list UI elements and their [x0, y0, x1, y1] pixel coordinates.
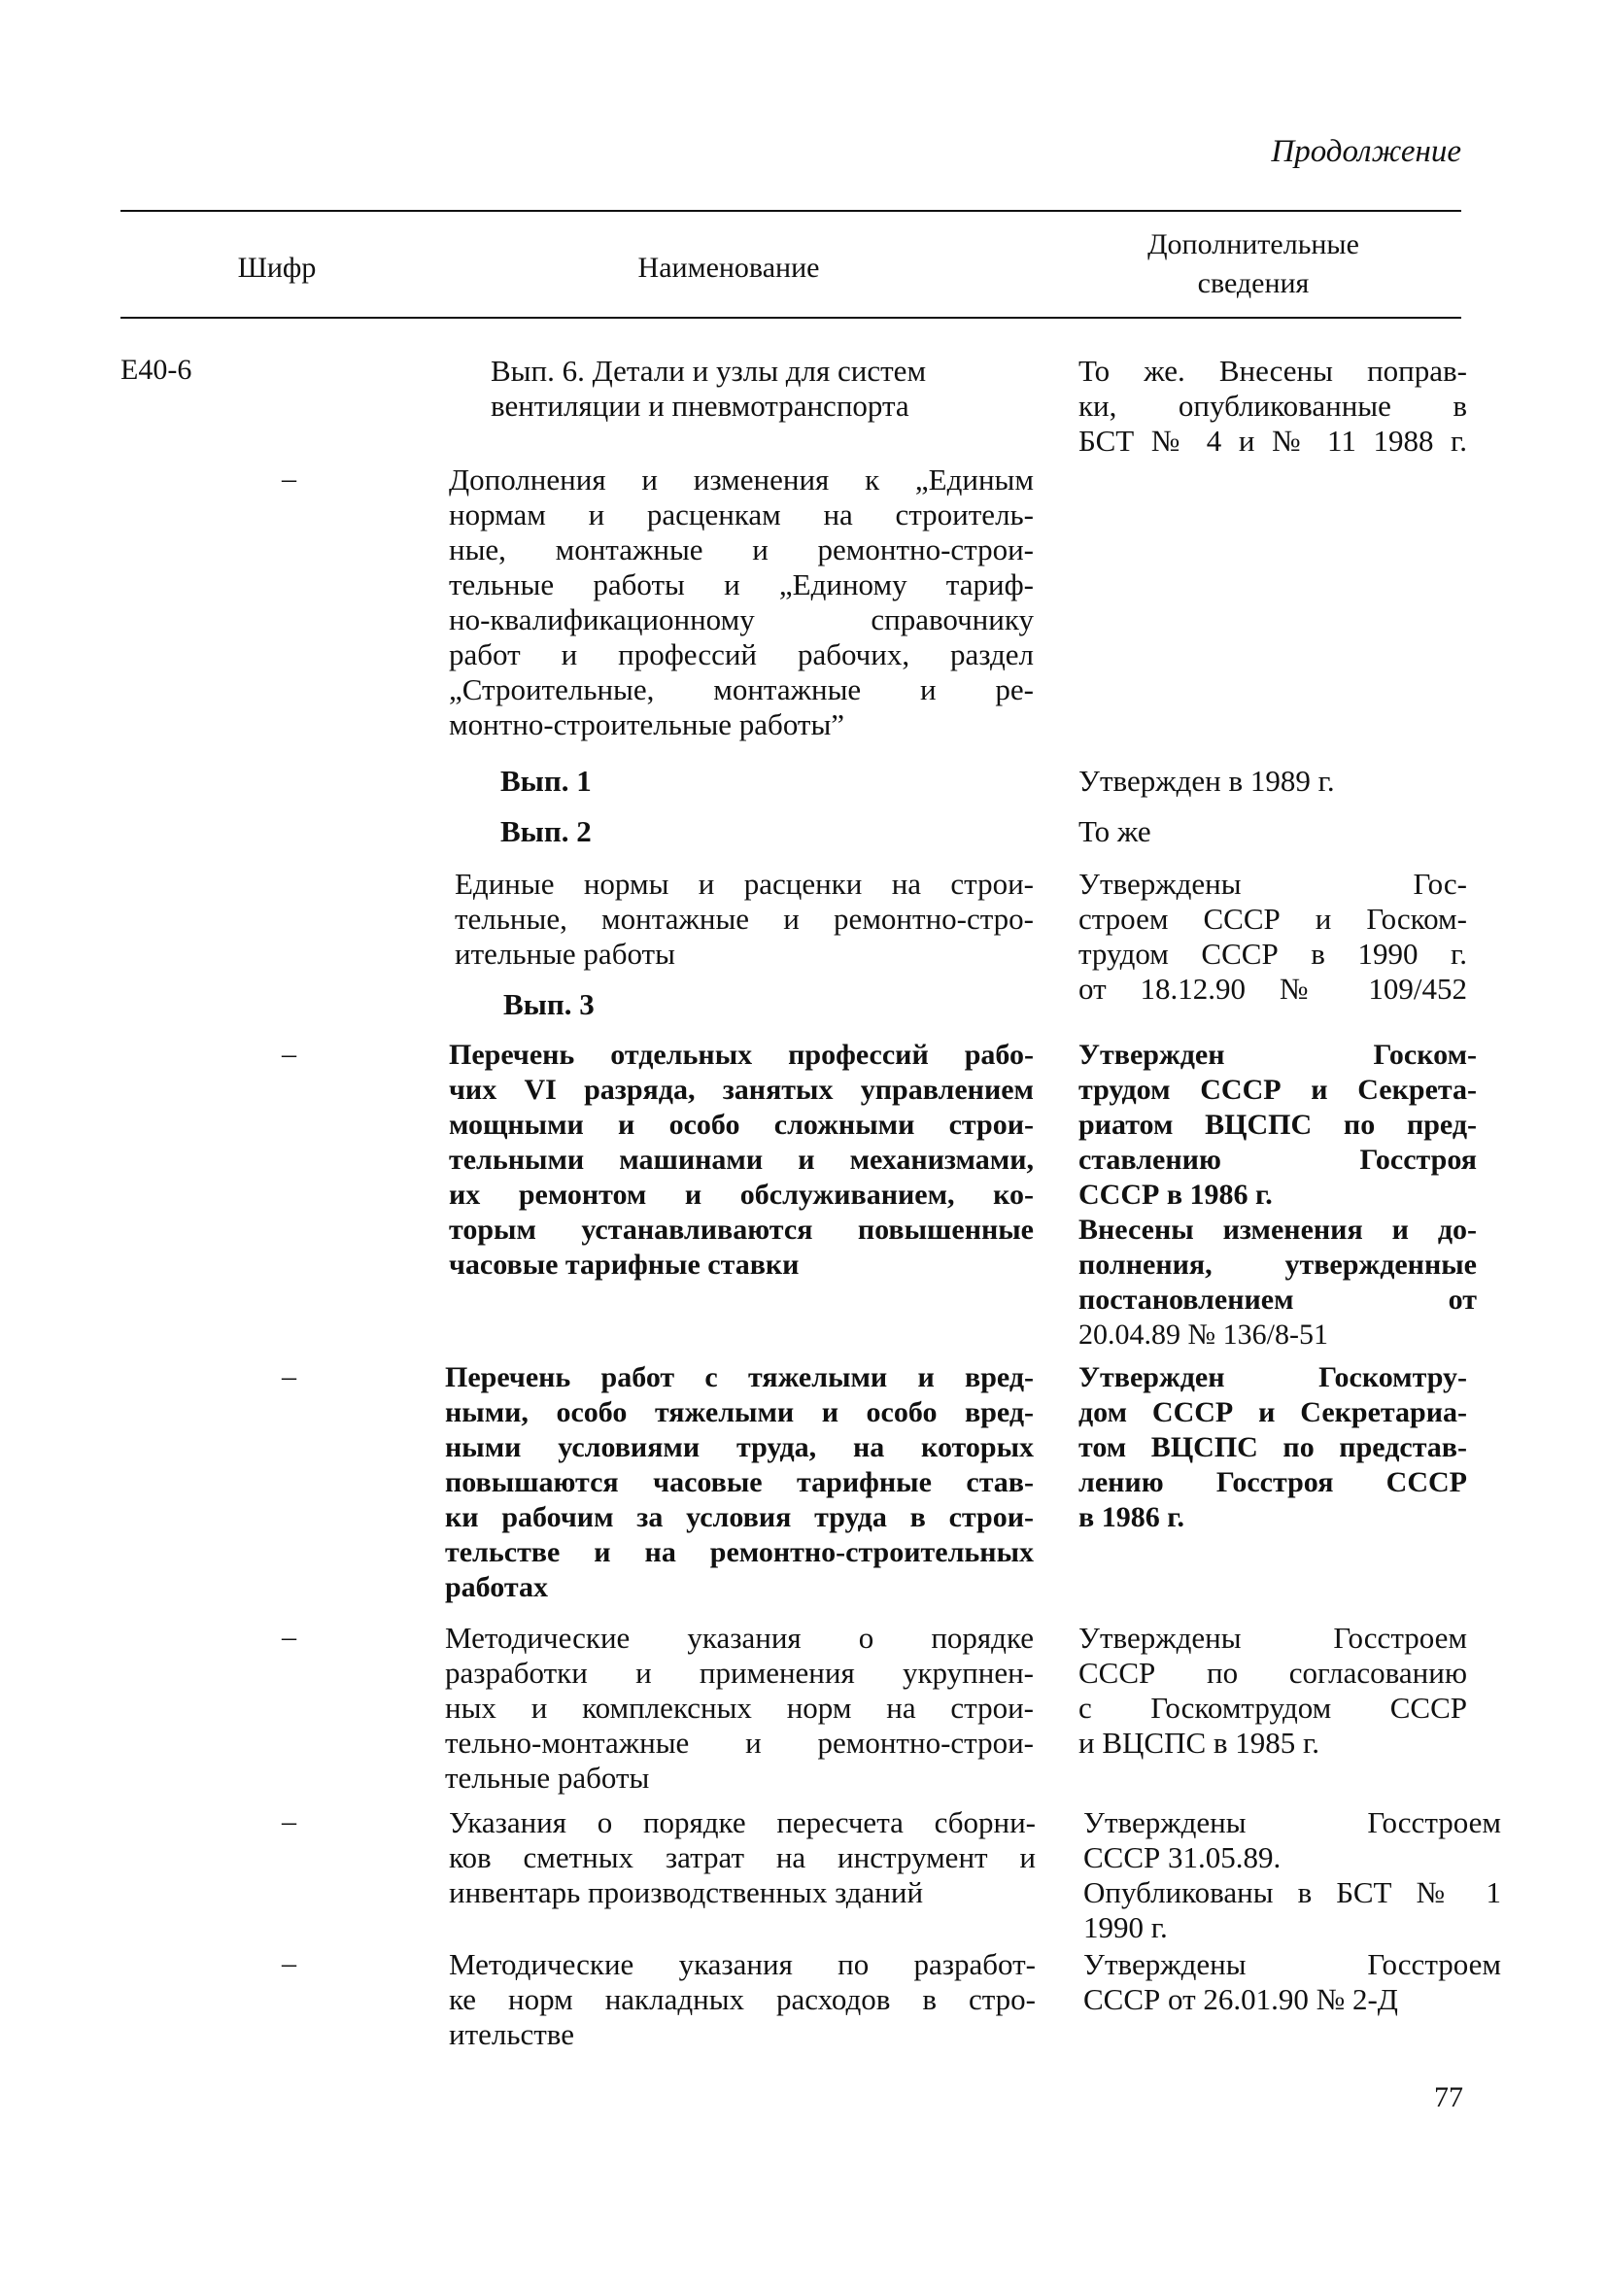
row-dash: – [282, 1947, 296, 1979]
info-line: риатом ВЦСПС по пред- [1078, 1109, 1477, 1141]
info-line: Утверждены Госстроем [1083, 1947, 1501, 1981]
row-name [449, 1947, 1036, 2052]
issue-label: Вып. 2 [500, 814, 592, 848]
info-line: Утверждены Госстроем [1078, 1621, 1467, 1655]
name-line: тельстве и на ремонтно-строительных [445, 1536, 1034, 1568]
row-dash: – [282, 1805, 296, 1837]
name-line: Указания о порядке пересчета сборни- [449, 1805, 1036, 1839]
name-line: ных и комплексных норм на строи- [445, 1691, 1034, 1725]
info-line: Утвержден Госком- [1078, 1039, 1477, 1071]
name-line: мощными и особо сложными строи- [449, 1109, 1034, 1141]
header-top-rule [120, 210, 1461, 212]
name-line: тельные, монтажные и ремонтно-стро- [455, 902, 1034, 936]
row-name [455, 867, 1034, 972]
info-line: том ВЦСПС по представ- [1078, 1431, 1467, 1463]
name-line: Дополнения и изменения к „Единым [449, 463, 1034, 497]
info-line: 20.04.89 № 136/8-51 [1078, 1319, 1328, 1351]
name-line: ке норм накладных расходов в стро- [449, 1982, 1036, 2016]
info-line: Внесены изменения и до- [1078, 1214, 1477, 1246]
column-header-info [1069, 225, 1438, 303]
info-line: СССР по согласованию [1078, 1656, 1467, 1690]
info-line: Утверждены Госстроем [1083, 1805, 1501, 1839]
column-header-info-line2: сведения [1197, 267, 1310, 299]
name-line: их ремонтом и обслуживанием, ко- [449, 1179, 1034, 1211]
info-line: постановлением от [1078, 1284, 1477, 1316]
info-line: 1990 г. [1083, 1910, 1168, 1944]
info-line: СССР 31.05.89. [1083, 1840, 1282, 1874]
name-line: ными, особо тяжелыми и особо вред- [445, 1396, 1034, 1428]
name-line: вентиляции и пневмотранспорта [491, 389, 909, 423]
header-bottom-rule [120, 317, 1461, 319]
info-line: СССР от 26.01.90 № 2-Д [1083, 1982, 1398, 2016]
row-info [1078, 1038, 1477, 1353]
name-line: Методические указания по разработ- [449, 1947, 1036, 1981]
row-info [1078, 867, 1467, 1007]
row-dash: – [282, 1038, 296, 1070]
name-line: работ и профессий рабочих, раздел [449, 637, 1034, 671]
name-line: тельно-монтажные и ремонтно-строи- [445, 1726, 1034, 1760]
info-line: полнения, утвержденные [1078, 1249, 1477, 1281]
name-line: работах [445, 1571, 548, 1603]
name-line: часовые тарифные ставки [449, 1249, 800, 1281]
row-info: То же [1078, 814, 1151, 848]
row-info [1078, 1360, 1467, 1535]
row-info: Утвержден в 1989 г. [1078, 764, 1335, 798]
row-code: E40-6 [120, 354, 192, 386]
name-line: Перечень работ с тяжелыми и вред- [445, 1361, 1034, 1393]
column-header-info-line1: Дополнительные [1147, 228, 1359, 260]
name-line: ки рабочим за условия труда в строи- [445, 1501, 1034, 1533]
name-line: Перечень отдельных профессий рабо- [449, 1039, 1034, 1071]
row-name [449, 1038, 1034, 1283]
row-name [449, 1805, 1036, 1910]
info-line: и ВЦСПС в 1985 г. [1078, 1726, 1319, 1760]
continuation-label: Продолжение [1271, 134, 1461, 169]
name-line: но-квалификационному справочнику [449, 602, 1034, 636]
name-line: тельные работы [445, 1761, 650, 1795]
name-line: Методические указания о порядке [445, 1621, 1034, 1655]
issue-label: Вып. 3 [503, 987, 595, 1021]
name-line: монтно-строительные работы” [449, 707, 845, 741]
name-line: ительные работы [455, 937, 675, 971]
name-line: чих VI разряда, занятых управлением [449, 1074, 1034, 1106]
name-line: инвентарь производственных зданий [449, 1875, 924, 1909]
name-line: Вып. 6. Детали и узлы для систем [491, 354, 927, 388]
info-line: Утвержден Госкомтру- [1078, 1361, 1467, 1393]
info-line: трудом СССР и Секрета- [1078, 1074, 1477, 1106]
row-dash: – [282, 1360, 296, 1392]
info-line: Опубликованы в БСТ № 1 [1083, 1875, 1501, 1909]
name-line: ными условиями труда, на которых [445, 1431, 1034, 1463]
name-line: тельные работы и „Единому тариф- [449, 567, 1034, 601]
name-line: ков сметных затрат на инструмент и [449, 1840, 1036, 1874]
row-info [1078, 1621, 1467, 1761]
info-line: дом СССР и Секретариа- [1078, 1396, 1467, 1428]
info-line: трудом СССР в 1990 г. [1078, 937, 1467, 971]
info-line: ставлению Госстроя [1078, 1144, 1477, 1176]
row-name [445, 1360, 1034, 1605]
name-line: повышаются часовые тарифные став- [445, 1466, 1034, 1498]
row-info [1083, 1947, 1501, 2017]
row-dash: – [282, 463, 296, 495]
name-line: ительстве [449, 2017, 575, 2051]
name-line: ные, монтажные и ремонтно-строи- [449, 532, 1034, 566]
name-line: торым устанавливаются повышенные [449, 1214, 1034, 1246]
page-number: 77 [1434, 2081, 1463, 2113]
name-line: Единые нормы и расценки на строи- [455, 867, 1034, 901]
info-line: Утверждены Гос- [1078, 867, 1467, 901]
row-dash: – [282, 1621, 296, 1653]
row-name [449, 463, 1034, 742]
row-name [445, 1621, 1034, 1796]
row-info [1078, 354, 1467, 459]
info-line: То же. Внесены поправ- [1078, 354, 1467, 388]
info-line: от 18.12.90 № 109/452 [1078, 972, 1467, 1006]
row-name [491, 354, 1025, 424]
name-line: тельными машинами и механизмами, [449, 1144, 1034, 1176]
info-line: строем СССР и Госком- [1078, 902, 1467, 936]
info-line: ки, опубликованные в [1078, 389, 1467, 423]
name-line: „Строительные, монтажные и ре- [449, 672, 1034, 706]
issue-label: Вып. 1 [500, 764, 592, 798]
info-line: с Госкомтрудом СССР [1078, 1691, 1467, 1725]
name-line: разработки и применения укрупнен- [445, 1656, 1034, 1690]
info-line: БСТ № 4 и № 11 1988 г. [1078, 424, 1467, 458]
name-line: нормам и расценкам на строитель- [449, 497, 1034, 531]
info-line: лению Госстроя СССР [1078, 1466, 1467, 1498]
info-line: СССР в 1986 г. [1078, 1179, 1273, 1211]
column-header-code: Шифр [237, 252, 317, 284]
info-line: в 1986 г. [1078, 1501, 1184, 1533]
column-header-name: Наименование [637, 252, 820, 284]
row-info [1083, 1805, 1501, 1945]
